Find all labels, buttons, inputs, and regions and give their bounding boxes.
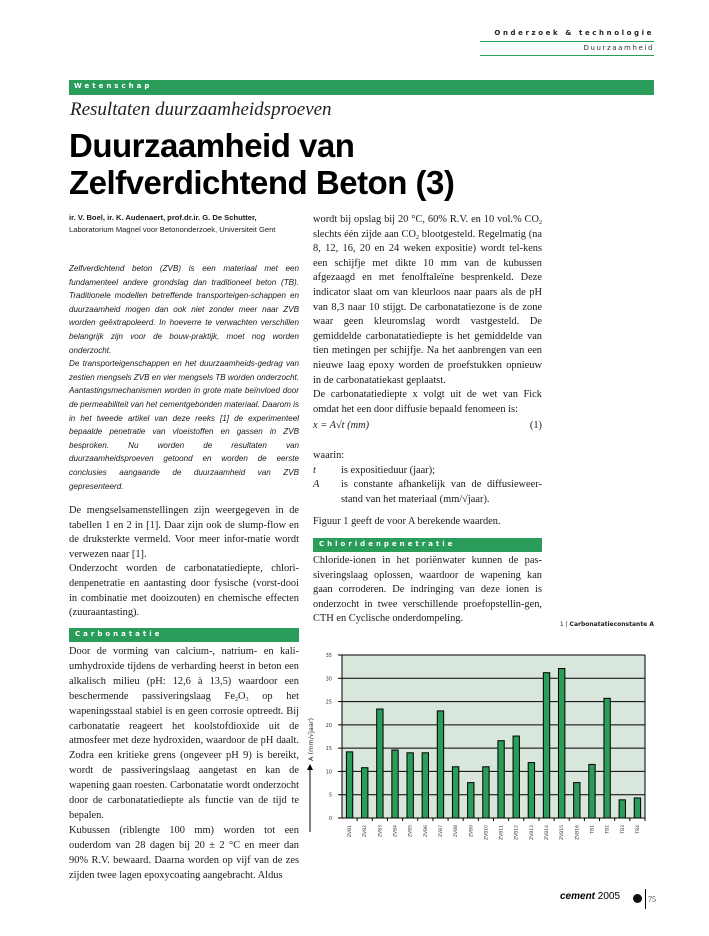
paragraph (69, 645, 299, 824)
x-tick-label: TB4 (635, 825, 641, 834)
x-tick-label: ZVB8 (454, 825, 460, 838)
running-header-subsection: Duurzaamheid (583, 44, 654, 52)
text-run: slechts één zijde aan CO (313, 228, 416, 240)
text-run: op het wapeningsstaal stabiel is en geen corrosie optreedt. Bij carbonatatie reageert het koolstofdioxide uit de atmosfeer met deze hydroxiden, waardoor de pH daalt. Zodra een kritieke grens (ongeveer pH 9) is bereikt, wordt de passiveringslaag aangetast en kan de wapening gaan roesten. Carbonatatie wordt onderzocht door de carbonatatiediepte als functie van de tijd te bepalen. (69, 690, 299, 821)
bar-ZVB15 (558, 669, 564, 818)
y-tick-label: 0 (328, 816, 332, 822)
bar-ZVB12 (513, 736, 519, 818)
y-tick-label: 30 (325, 676, 332, 683)
y-axis-label: A (mm/√jaar) (307, 717, 315, 761)
y-tick-label: 15 (325, 746, 332, 753)
bar-ZVB16 (574, 783, 580, 818)
x-tick-label: ZVB6 (423, 825, 429, 838)
header-divider (480, 41, 654, 42)
bar-ZVB6 (422, 753, 428, 818)
running-header-section: Onderzoek & technologie (494, 29, 654, 37)
article-title (69, 127, 629, 201)
bar-ZVB13 (528, 763, 534, 818)
subscript: 2 (234, 696, 238, 703)
bar-ZVB10 (483, 767, 489, 818)
footer-brand (560, 891, 620, 902)
equation-number: (1) (529, 420, 542, 431)
body-text-intro (69, 504, 299, 621)
body-text-chloride (313, 554, 542, 627)
figure-reference: Figuur 1 geeft de voor A berekende waarden. (313, 516, 501, 527)
abstract (69, 262, 299, 493)
text-run: O (237, 690, 246, 702)
x-tick-label: ZVB10 (484, 825, 490, 840)
paragraph: Chloride-ionen in het poriënwater kunnen de pas-siveringslaag oplossen, waardoor de wapening kan gaan corroderen. De indringing van deze ionen is onderzocht in twee verschillende proefopstellin-gen, CTH en Cyclische onderdompeling. (313, 555, 542, 625)
subhead-chloridenpenetratie (313, 538, 542, 552)
legend-intro: waarin: (313, 450, 345, 461)
article-kicker: Resultaten duurzaamheidsproeven (70, 99, 332, 120)
text-run: wordt bij opslag bij 20 °C, 60% R.V. en 10 vol.% CO (313, 214, 539, 225)
title-line: Duurzaamheid van (69, 127, 355, 164)
brand-year: 2005 (597, 891, 621, 902)
legend-definition: is constante afhankelijk van de diffusieweer-stand van het materiaal (mm/√jaar). (341, 479, 542, 505)
bar-ZVB5 (407, 753, 413, 818)
authors-block (69, 212, 299, 237)
bar-ZVB7 (437, 711, 443, 818)
page-number: 75 (648, 895, 656, 904)
x-tick-label: ZVB11 (499, 825, 505, 840)
subscript: 3 (245, 696, 249, 703)
brand-name: cement (560, 891, 596, 902)
paragraph: De carbonatatiediepte x volgt uit de wet van Fick omdat het een door diffusie bepaald fenomeen is: (313, 389, 542, 415)
x-tick-label: ZVB9 (469, 825, 475, 838)
x-tick-label: TB3 (620, 825, 626, 834)
figure-title: Carbonatatieconstante A (569, 621, 654, 628)
legend-symbol: A (313, 479, 320, 491)
x-tick-label: ZVB16 (575, 825, 581, 840)
equation-expression: x = A√t (mm) (313, 420, 370, 431)
equation (313, 419, 542, 433)
y-tick-label: 25 (325, 699, 332, 706)
title-line: Zelfverdichtend Beton (3) (69, 164, 455, 201)
author-affiliation: Laboratorium Magnel voor Betononderzoek, Universiteit Gent (69, 225, 276, 235)
footer-divider (645, 889, 646, 909)
x-tick-label: ZVB4 (393, 825, 399, 838)
abstract-paragraph: De transporteigenschappen en het duurzaamheids-gedrag van zestien mengsels ZVB en vier mengsels TB worden onderzocht. Aantastingsmechanismen worden in grote mate beïnvloed door de permeabiliteit van het cementgebonden materiaal. Daarom is in het tweede artikel van deze reeks [1] de experimenteel bepaalde penetratie van vloeistoffen en gassen in ZVB besproken. Nu worden de resultaten van duurzaamheidsproeven getoond en worden de eerste conclusies aangaande de duurzaamheid van ZVB gepresenteerd. (69, 359, 299, 491)
plot-area (342, 655, 645, 818)
legend-item (313, 464, 542, 479)
bar-TB4 (634, 798, 640, 818)
y-tick-label: 35 (325, 653, 332, 659)
legend-item (313, 478, 542, 507)
text-run: Door de vorming van calcium-, natrium- en kali-umhydroxide tijdens de verharding heerst in beton een alkalisch milieu (pH: 12,6 à 13,5) waardoor een beschermende passiveringslaag Fe (69, 646, 299, 702)
y-tick-label: 20 (325, 722, 332, 729)
figure-number: 1 (559, 621, 564, 628)
figure-separator: | (565, 621, 568, 628)
x-tick-label: ZVB12 (514, 825, 520, 840)
paragraph: De mengselsamenstellingen zijn weergegeven in de tabellen 1 en 2 in [1]. Daar zijn ook de slump-flow en de druksterkte vermeld. Voor meer infor-matie wordt verwezen naar [1]. (69, 505, 299, 560)
bar-ZVB4 (392, 750, 398, 818)
x-tick-label: TB1 (590, 825, 596, 834)
body-text-carbonatatie-cont (313, 213, 542, 417)
bar-ZVB8 (452, 767, 458, 818)
section-bar (69, 80, 654, 95)
bar-TB1 (589, 764, 595, 818)
x-tick-label: TB2 (605, 825, 611, 834)
body-text-carbonatatie (69, 645, 299, 884)
bar-ZVB9 (468, 783, 474, 818)
bar-TB3 (619, 800, 625, 818)
bar-ZVB2 (362, 768, 368, 818)
bar-ZVB1 (346, 752, 352, 818)
x-tick-label: ZVB15 (560, 825, 566, 840)
x-tick-label: ZVB7 (438, 825, 444, 838)
paragraph (313, 213, 542, 388)
equation-legend (313, 449, 542, 507)
bar-TB2 (604, 698, 610, 818)
legend-definition: is expositieduur (jaar); (341, 464, 436, 476)
bar-ZVB14 (543, 673, 549, 818)
arrow-up-icon (307, 764, 313, 770)
section-bar-label: Wetenschap (74, 82, 153, 90)
bar-ZVB11 (498, 741, 504, 818)
paragraph: Kubussen (riblengte 100 mm) worden tot een ouderdom van 28 dagen bij 20 ± 2 °C en meer dan 90% R.V. bewaard. Daarna worden op vijf van de zes zijden twee lagen epoxycoating aangebracht. Aldus (69, 824, 299, 881)
x-tick-label: ZVB14 (545, 825, 551, 840)
subhead-carbonatatie (69, 628, 299, 642)
x-tick-label: ZVB1 (348, 825, 354, 838)
y-tick-label: 10 (325, 769, 332, 776)
subscript: 2 (416, 234, 419, 241)
legend-symbol: t (313, 464, 316, 476)
y-tick-label: 5 (328, 792, 332, 799)
x-tick-label: ZVB2 (363, 825, 369, 838)
bar-ZVB3 (377, 709, 383, 818)
text-run: blootgesteld. Regelmatig (na 8, 12, 16, 20 en 24 weken expositie) wordt tel-kens een schijfje met dikte 10 mm van de kubussen afgezaagd en met fenolftaleïne besprenkeld. Deze indicator slaat om van kleurloos naar paars als de pH van 8,3 naar 10 stijgt. De carbonatatiezone is de zone waar geen kleuromslag wordt vastgesteld. De gemiddelde carbonatatiediepte is het gemiddelde van tien metingen per schijfje. Na het aanbrengen van een nieuwe laag epoxy worden de proefstukken opnieuw in de carbonatatiekast geplaatst. (313, 228, 542, 386)
subscript: 2 (539, 220, 542, 226)
x-tick-label: ZVB3 (378, 825, 384, 838)
x-tick-label: ZVB13 (529, 825, 535, 840)
abstract-paragraph: Zelfverdichtend beton (ZVB) is een materiaal met een fundamenteel andere grondslag dan traditioneel beton (TB). Traditionele modellen betreffende transporteigen-schappen en duurzaamheid mogen dan ook niet zonder meer naar ZVB worden geëxtrapoleerd. In hoeverre te verwachten verschillen belangrijk zijn voor de bouw-praktijk, moet nog worden onderzocht. (69, 264, 299, 355)
subhead-label: Carbonatatie (75, 630, 163, 638)
header-divider (480, 55, 654, 56)
bar-chart (300, 645, 660, 845)
paragraph: Onderzocht worden de carbonatatiediepte, chlori-denpenetratie en aantasting door fysische (vorst-dooi in combinatie met dooizouten) en chemische effecten (zuuraantasting). (69, 563, 299, 619)
author-names: ir. V. Boel, ir. K. Audenaert, prof.dr.ir. G. De Schutter, (69, 213, 257, 222)
cement-logo-icon (633, 894, 642, 903)
figure-caption (550, 621, 654, 628)
x-tick-label: ZVB5 (408, 825, 414, 838)
subhead-label: Chloridenpenetratie (319, 540, 456, 548)
